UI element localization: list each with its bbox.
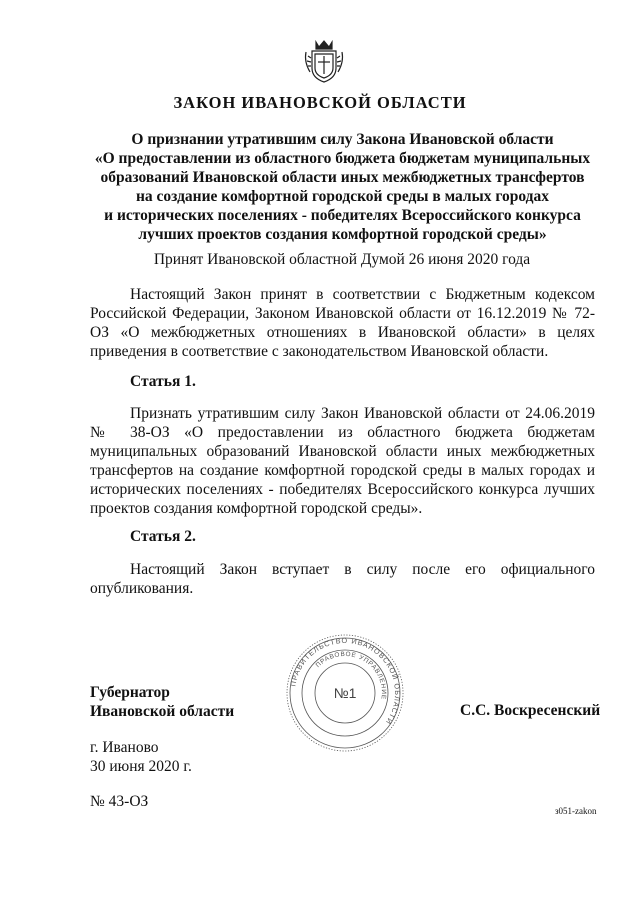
signing-place: г. Иваново (90, 739, 159, 756)
coat-of-arms-icon (303, 38, 345, 84)
law-number: № 43-ОЗ (90, 793, 149, 810)
article-1-text: Признать утратившим силу Закон Ивановской области от 24.06.2019 № 38-ОЗ «О предоставлении из областного бюджета бюджетам муниципальных образований Ивановской области иных межбюджетных трансфертов на создание комфортной городской среды в малых городах и исторических поселениях - победителях Всероссийского конкурса лучших проектов создания комфортной городской среды». (90, 405, 595, 517)
law-title-line: «О предоставлении из областного бюджета бюджетам муниципальных (94, 150, 591, 167)
svg-text:ПРАВОВОЕ УПРАВЛЕНИЕ: ПРАВОВОЕ УПРАВЛЕНИЕ (314, 650, 388, 701)
file-code: з051-zakon (555, 806, 597, 816)
law-title-line: на создание комфортной городской среды в малых городах (135, 188, 550, 205)
preamble-paragraph: Настоящий Закон принят в соответствии с Бюджетным кодексом Российской Федерации, Законом Ивановской области от 16.12.2019 № 72-ОЗ «О межбюджетных отношениях в Ивановской области» в целях приведения в соответствие с законодательством Ивановской области. (90, 286, 595, 360)
article-2-heading: Статья 2. (130, 528, 196, 545)
position-line: Ивановской области (90, 703, 235, 720)
law-title-line: О признании утратившим силу Закона Ивановской области (131, 131, 554, 148)
document-title: ЗАКОН ИВАНОВСКОЙ ОБЛАСТИ (173, 93, 467, 112)
article-2-text: Настоящий Закон вступает в силу после его официального опубликования. (90, 561, 595, 597)
law-title-line: лучших проектов создания комфортной городской среды» (138, 226, 547, 243)
law-title-line: образований Ивановской области иных межбюджетных трансфертов (100, 169, 585, 186)
signing-place-date (90, 738, 192, 776)
signatory-name: С.С. Воскресенский (460, 702, 601, 719)
position-line: Губернатор (90, 684, 170, 701)
official-seal (284, 632, 406, 754)
signatory-position (90, 683, 234, 721)
law-title-line: и исторических поселениях - победителях Всероссийского конкурса (104, 207, 581, 224)
svg-text:ПРАВИТЕЛЬСТВО ИВАНОВСКОЙ ОБЛАС: ПРАВИТЕЛЬСТВО ИВАНОВСКОЙ ОБЛАСТИ (288, 635, 403, 727)
svg-text:№1: №1 (333, 685, 357, 701)
article-1-heading: Статья 1. (130, 373, 196, 390)
signing-date: 30 июня 2020 г. (90, 758, 192, 775)
adoption-note: Принят Ивановской областной Думой 26 июня 2020 года (153, 251, 531, 268)
law-title (90, 130, 595, 244)
